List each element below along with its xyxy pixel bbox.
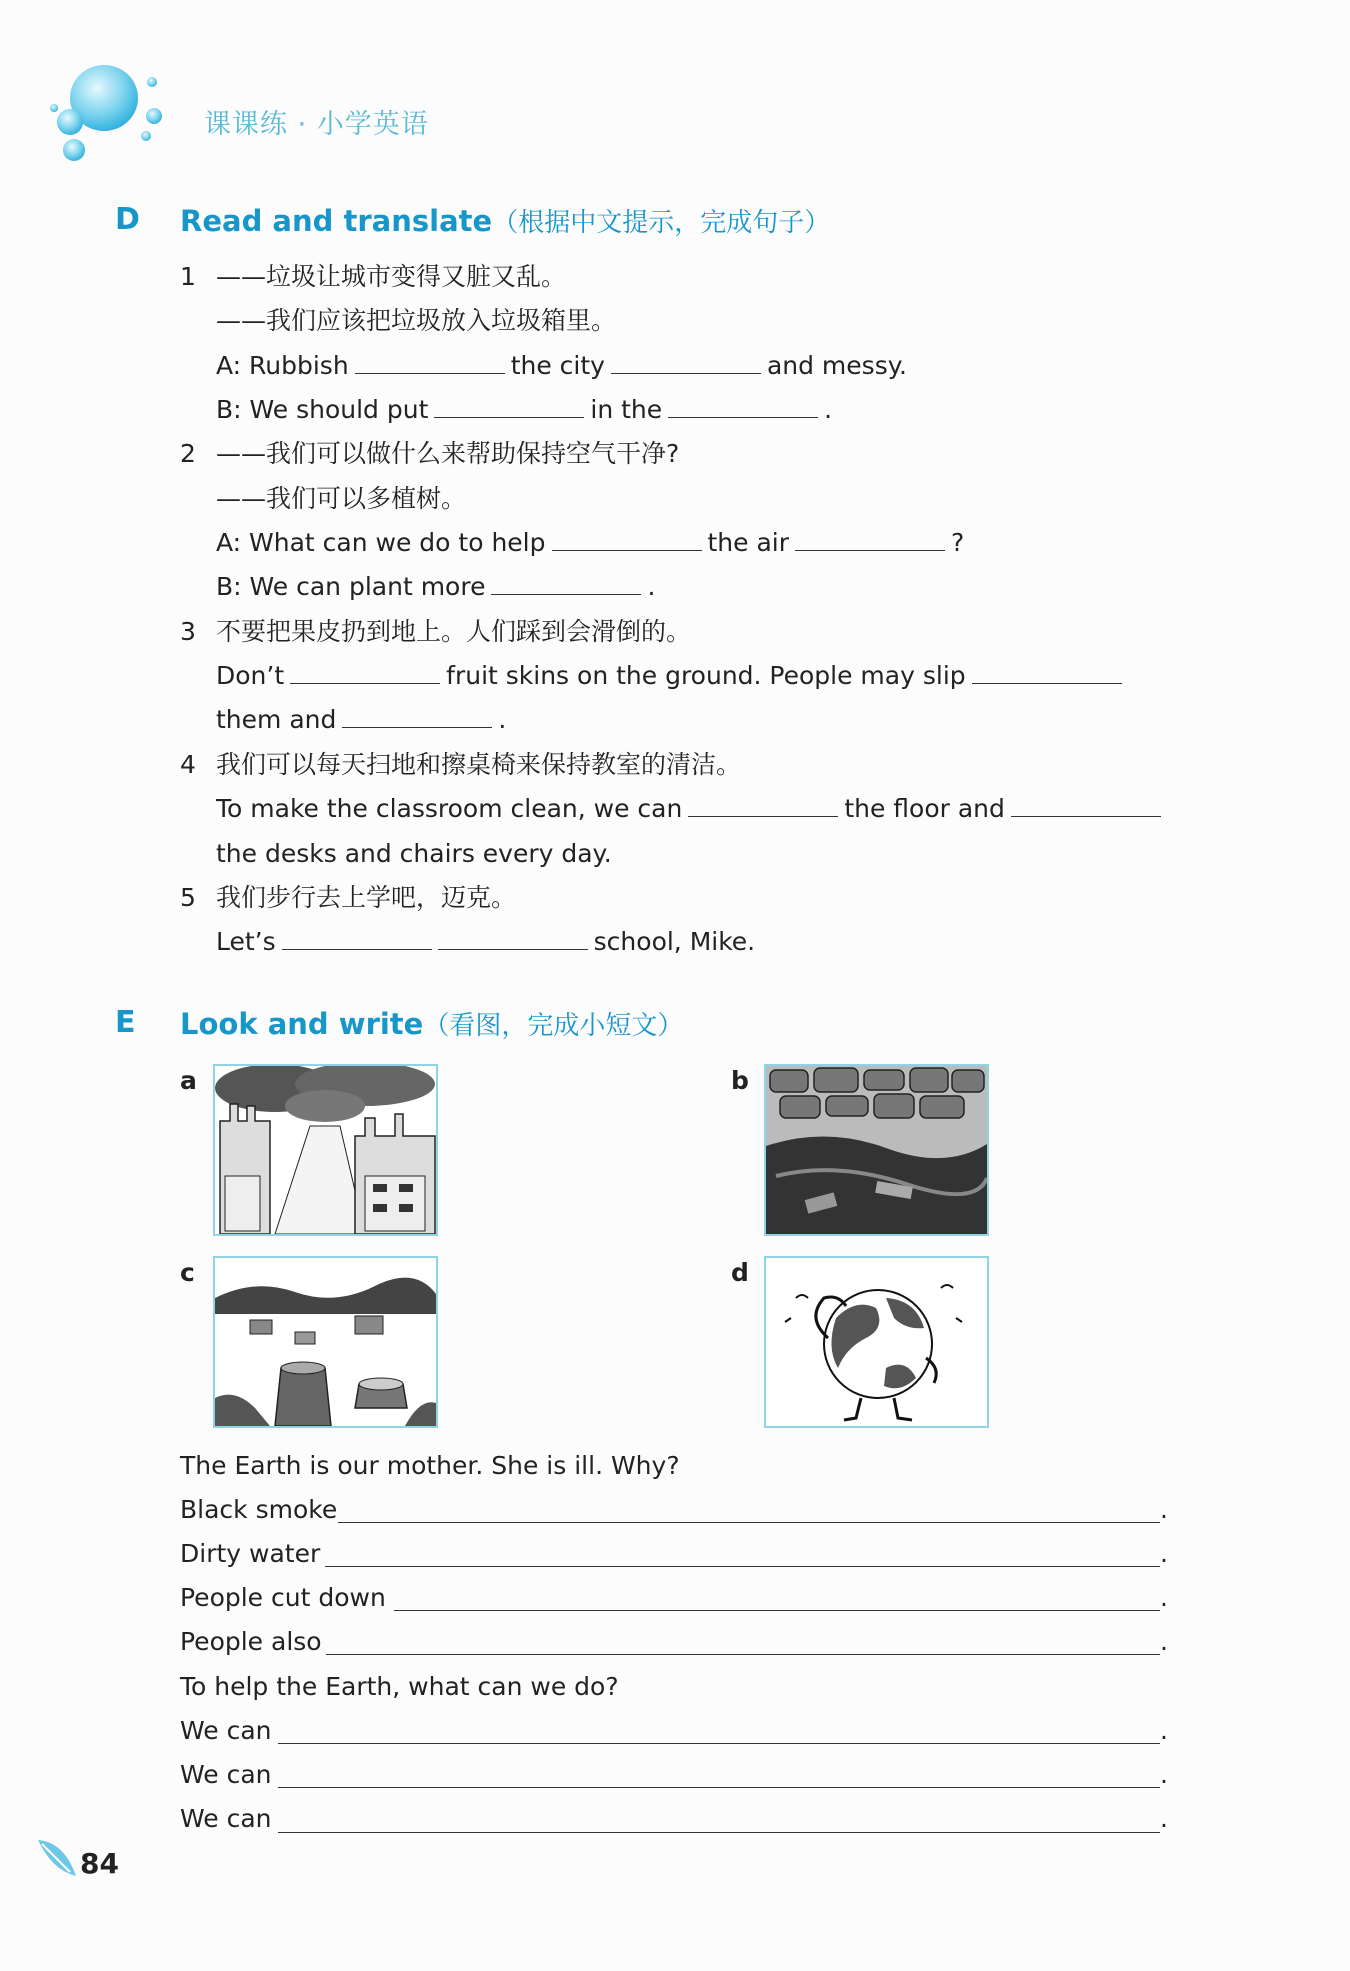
section-e-title-text: Look and write xyxy=(180,1007,424,1041)
item-cn-line: 我们可以每天扫地和擦桌椅来保持教室的清洁。 xyxy=(216,750,742,779)
period: . xyxy=(1160,1760,1168,1789)
text-segment: the city xyxy=(510,351,605,380)
item-cn-line: 不要把果皮扔到地上。人们踩到会滑倒的。 xyxy=(216,617,692,646)
bubble-decoration xyxy=(48,58,178,168)
answer-blank[interactable] xyxy=(795,530,945,551)
writing-line: We can xyxy=(180,1804,272,1833)
item-en-line xyxy=(216,926,755,958)
item-en-line xyxy=(216,394,832,426)
answer-blank[interactable] xyxy=(611,353,761,374)
text-segment: the floor and xyxy=(844,794,1005,823)
answer-line[interactable] xyxy=(325,1566,1160,1567)
polluted-water-picture xyxy=(764,1064,989,1236)
answer-line[interactable] xyxy=(278,1832,1160,1833)
page-number: 84 xyxy=(80,1847,119,1880)
sick-earth-picture xyxy=(764,1256,989,1428)
tree-stumps-picture xyxy=(213,1256,438,1428)
answer-line[interactable] xyxy=(338,1522,1160,1523)
writing-line: Dirty water xyxy=(180,1539,321,1568)
writing-line: People cut down xyxy=(180,1583,386,1612)
answer-blank[interactable] xyxy=(1011,796,1161,817)
text-segment: . xyxy=(647,572,656,601)
text-segment: Let’s xyxy=(216,927,276,956)
item-cn-line: ——垃圾让城市变得又脏又乱。 xyxy=(216,262,567,291)
item-cn-line: 我们步行去上学吧，迈克。 xyxy=(216,883,517,912)
text-segment: ? xyxy=(951,528,965,557)
item-number: 5 xyxy=(180,883,196,912)
answer-blank[interactable] xyxy=(688,796,838,817)
item-en-line: the desks and chairs every day. xyxy=(216,839,612,868)
answer-blank[interactable] xyxy=(972,663,1122,684)
text-segment: A: What can we do to help xyxy=(216,528,546,557)
answer-line[interactable] xyxy=(278,1743,1160,1744)
text-segment: B: We can plant more xyxy=(216,572,486,601)
item-number: 2 xyxy=(180,439,196,468)
answer-blank[interactable] xyxy=(342,707,492,728)
item-en-line xyxy=(216,527,964,559)
answer-line[interactable] xyxy=(326,1654,1160,1655)
factory-smoke-picture xyxy=(213,1064,438,1236)
picture-label: a xyxy=(180,1066,197,1095)
item-cn-line: ——我们可以多植树。 xyxy=(216,484,467,513)
picture-label: b xyxy=(731,1066,749,1095)
writing-line: People also xyxy=(180,1627,322,1656)
picture-label: c xyxy=(180,1258,195,1287)
writing-line: The Earth is our mother. She is ill. Why? xyxy=(180,1451,680,1480)
section-e-title xyxy=(180,1005,683,1042)
section-d-title xyxy=(180,202,830,239)
answer-blank[interactable] xyxy=(438,929,588,950)
answer-blank[interactable] xyxy=(290,663,440,684)
text-segment: Don’t xyxy=(216,661,285,690)
section-e-letter: E xyxy=(115,1005,136,1040)
text-segment: . xyxy=(498,705,507,734)
writing-line: We can xyxy=(180,1716,272,1745)
item-en-line xyxy=(216,660,1128,692)
text-segment: school, Mike. xyxy=(593,927,756,956)
answer-blank[interactable] xyxy=(355,353,505,374)
section-e-subtitle: （看图，完成小短文） xyxy=(423,1011,684,1041)
item-number: 4 xyxy=(180,750,196,779)
item-en-line xyxy=(216,704,506,736)
text-segment: and messy. xyxy=(766,351,907,380)
item-en-line xyxy=(216,571,655,603)
period: . xyxy=(1160,1539,1168,1568)
period: . xyxy=(1160,1583,1168,1612)
item-en-line xyxy=(216,793,1167,825)
text-segment: . xyxy=(824,395,833,424)
text-segment: the air xyxy=(707,528,790,557)
leaf-icon xyxy=(36,1836,78,1880)
text-segment: To make the classroom clean, we can xyxy=(216,794,683,823)
item-number: 1 xyxy=(180,262,196,291)
period: . xyxy=(1160,1716,1168,1745)
answer-line[interactable] xyxy=(394,1610,1160,1611)
item-number: 3 xyxy=(180,617,196,646)
period: . xyxy=(1160,1495,1168,1524)
writing-line: We can xyxy=(180,1760,272,1789)
answer-line[interactable] xyxy=(278,1787,1160,1788)
answer-blank[interactable] xyxy=(552,530,702,551)
item-cn-line: ——我们可以做什么来帮助保持空气干净? xyxy=(216,439,680,468)
item-cn-line: ——我们应该把垃圾放入垃圾箱里。 xyxy=(216,306,617,335)
text-segment: B: We should put xyxy=(216,395,429,424)
section-d-subtitle: （根据中文提示，完成句子） xyxy=(492,208,831,238)
writing-line: To help the Earth, what can we do? xyxy=(180,1672,619,1701)
section-d-letter: D xyxy=(115,202,140,237)
answer-blank[interactable] xyxy=(491,574,641,595)
period: . xyxy=(1160,1627,1168,1656)
header-title: 课课练 · 小学英语 xyxy=(204,109,429,140)
answer-blank[interactable] xyxy=(282,929,432,950)
text-segment: A: Rubbish xyxy=(216,351,349,380)
section-d-title-text: Read and translate xyxy=(180,204,493,238)
text-segment: in the xyxy=(590,395,663,424)
item-en-line xyxy=(216,350,907,382)
period: . xyxy=(1160,1804,1168,1833)
writing-line: Black smoke xyxy=(180,1495,338,1524)
answer-blank[interactable] xyxy=(668,397,818,418)
text-segment: them and xyxy=(216,705,337,734)
picture-label: d xyxy=(731,1258,749,1287)
answer-blank[interactable] xyxy=(434,397,584,418)
text-segment: fruit skins on the ground. People may slip xyxy=(446,661,966,690)
